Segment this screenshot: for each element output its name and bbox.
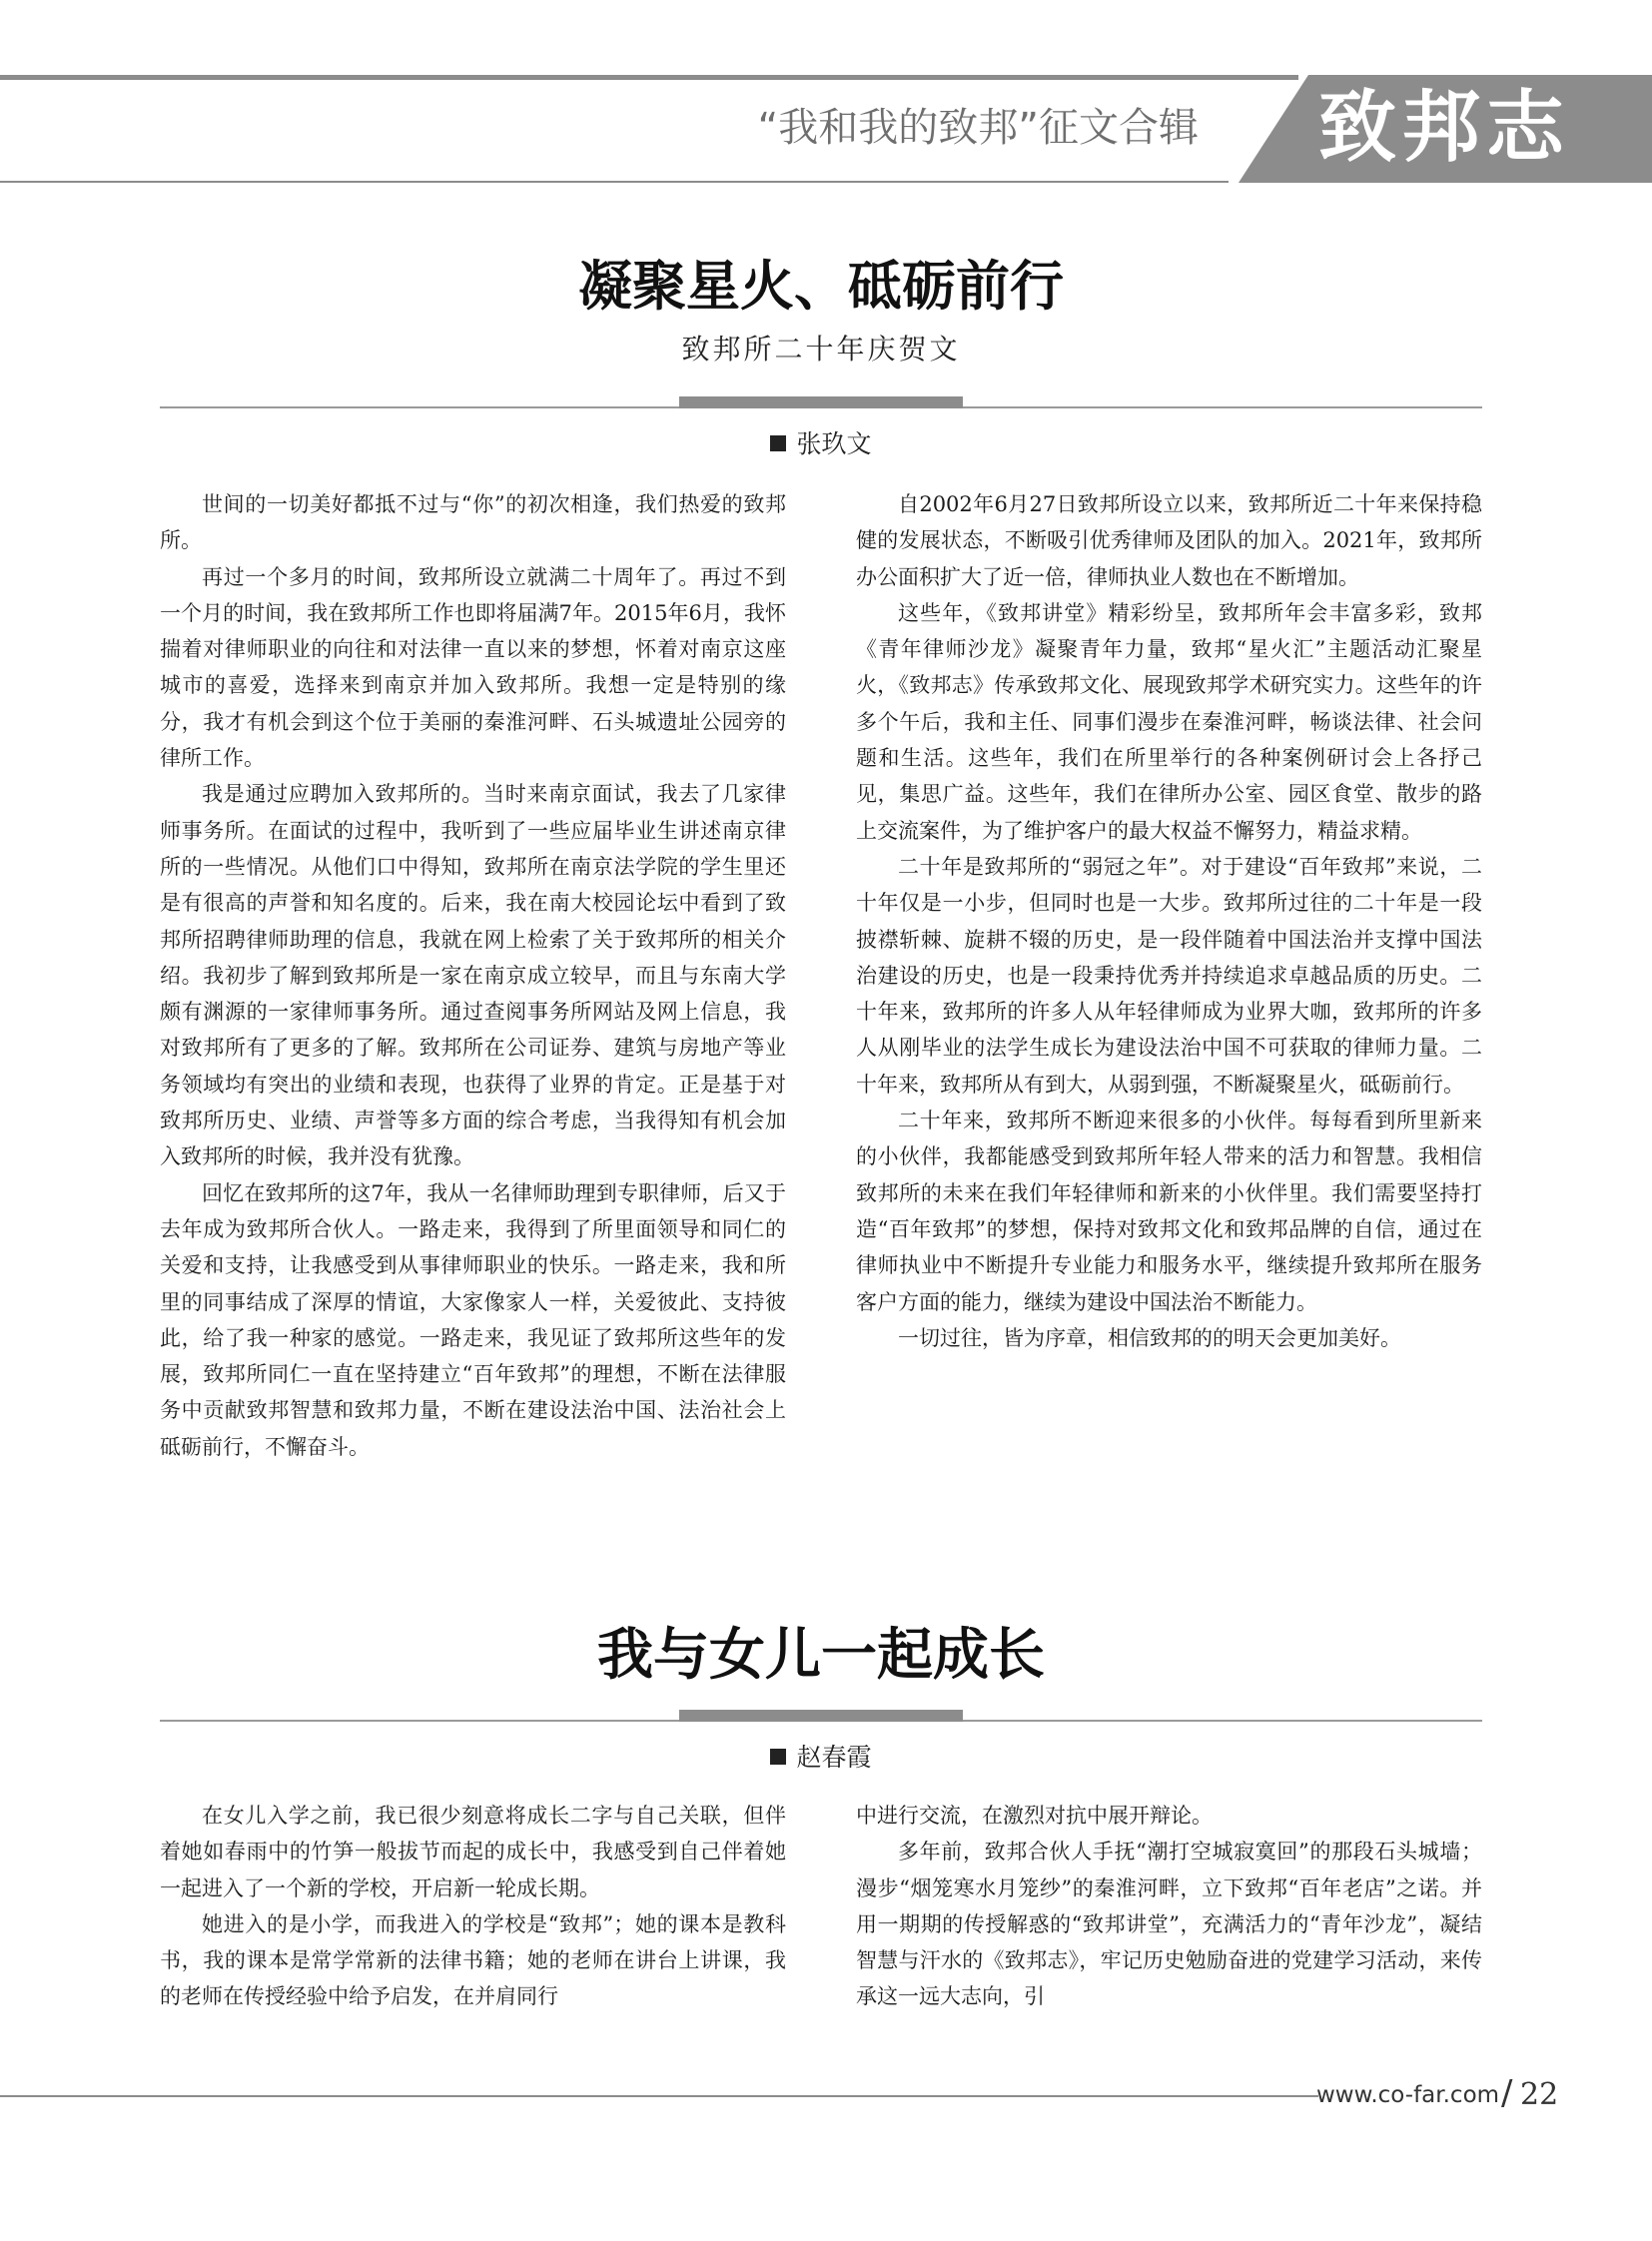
paragraph: 一切过往，皆为序章，相信致邦的的明天会更加美好。 <box>898 1325 1401 1350</box>
article-divider-accent <box>679 1710 963 1722</box>
paragraph: 世间的一切美好都抵不过与“你”的初次相逢，我们热爱的致邦所。 <box>160 492 786 553</box>
paragraph: 这些年，《致邦讲堂》精彩纷呈，致邦所年会丰富多彩，致邦《青年律师沙龙》凝聚青年力量，致邦“星火汇”主题活动汇聚星火，《致邦志》传承致邦文化、展现致邦学术研究实力。这些年的许多个午后，我和主任、同事们漫步在秦淮河畔，畅谈法律、社会问题和生活。这些年，我们在所里举行的各种案例研讨会上各抒己见，集思广益。这些年，我们在律所办公室、园区食堂、散步的路上交流案件，为了维护客户的最大权益不懈努力，精益求精。 <box>856 600 1482 843</box>
series-title: “我和我的致邦”征文合辑 <box>757 105 1199 151</box>
article-byline <box>160 1738 1482 1778</box>
author-name: 赵春霞 <box>796 1743 872 1772</box>
author-name: 张玖文 <box>796 429 872 458</box>
paragraph: 自2002年6月27日致邦所设立以来，致邦所近二十年来保持稳健的发展状态，不断吸引优秀律师及团队的加入。2021年，致邦所办公面积扩大了近一倍，律师执业人数也在不断增加。 <box>856 492 1482 589</box>
footer-url: www.co-far.com <box>1316 2082 1500 2108</box>
article-right-column <box>856 1798 1482 2015</box>
footer-rule <box>0 2095 1318 2097</box>
paragraph: 在女儿入学之前，我已很少刻意将成长二字与自己关联，但伴着她如春雨中的竹笋一般拔节而起的成长中，我感受到自己伴着她一起进入了一个新的学校，开启新一轮成长期。 <box>160 1804 786 1900</box>
byline-square-icon <box>770 1749 786 1765</box>
masthead-logo: 致邦志 <box>1318 82 1571 173</box>
article-divider-accent <box>679 396 963 408</box>
paragraph: 二十年是致邦所的“弱冠之年”。对于建设“百年致邦”来说，二十年仅是一小步，但同时也是一大步。致邦所过往的二十年是一段披襟斩棘、旋耕不辍的历史，是一段伴随着中国法治并支撑中国法治建设的历史，也是一段秉持优秀并持续追求卓越品质的历史。二十年来，致邦所的许多人从年轻律师成为业界大咖，致邦所的许多人从刚毕业的法学生成长为建设法治中国不可获取的律师力量。二十年来，致邦所从有到大，从弱到强，不断凝聚星火，砥砺前行。 <box>856 854 1482 1097</box>
paragraph: 她进入的是小学，而我进入的学校是“致邦”；她的课本是教科书，我的课本是常学常新的法律书籍；她的老师在讲台上讲课，我的老师在传授经验中给予启发，在并肩同行 <box>160 1911 786 2009</box>
article-title: 我与女儿一起成长 <box>597 1623 1045 1688</box>
header-top-rule <box>0 75 1298 80</box>
article-right-column <box>856 486 1482 1356</box>
paragraph: 回忆在致邦所的这7年，我从一名律师助理到专职律师，后又于去年成为致邦所合伙人。一路走来，我得到了所里面领导和同仁的关爱和支持，让我感受到从事律师职业的快乐。一路走来，我和所里的同事结成了深厚的情谊，大家像家人一样，关爱彼此、支持彼此，给了我一种家的感觉。一路走来，我见证了致邦所这些年的发展，致邦所同仁一直在坚持建立“百年致邦”的理想，不断在法律服务中贡献致邦智慧和致邦力量，不断在建设法治中国、法治社会上砥砺前行，不懈奋斗。 <box>160 1180 786 1459</box>
article-byline <box>160 424 1482 464</box>
paragraph: 多年前，致邦合伙人手抚“潮打空城寂寞回”的那段石头城墙；漫步“烟笼寒水月笼纱”的秦淮河畔，立下致邦“百年老店”之诺。并用一期期的传授解惑的“致邦讲堂”，充满活力的“青年沙龙”，凝结智慧与汗水的《致邦志》，牢记历史勉励奋进的党建学习活动，来传承这一远大志向，引 <box>856 1840 1482 2009</box>
paragraph: 中进行交流，在激烈对抗中展开辩论。 <box>856 1804 1213 1828</box>
article-left-column <box>160 486 786 1465</box>
page-number: 22 <box>1520 2077 1559 2112</box>
article-title: 凝聚星火、砥砺前行 <box>578 255 1064 318</box>
paragraph: 二十年来，致邦所不断迎来很多的小伙伴。每每看到所里新来的小伙伴，我都能感受到致邦所年轻人带来的活力和智慧。我相信致邦所的未来在我们年轻律师和新来的小伙伴里。我们需要坚持打造“百年致邦”的梦想，保持对致邦文化和致邦品牌的自信，通过在律师执业中不断提升专业能力和服务水平，继续提升致邦所在服务客户方面的能力，继续为建设中国法治不断能力。 <box>856 1109 1482 1314</box>
paragraph: 我是通过应聘加入致邦所的。当时来南京面试，我去了几家律师事务所。在面试的过程中，我听到了一些应届毕业生讲述南京律所的一些情况。从他们口中得知，致邦所在南京法学院的学生里还是有很高的声誉和知名度的。后来，我在南大校园论坛中看到了致邦所招聘律师助理的信息，我就在网上检索了关于致邦所的相关介绍。我初步了解到致邦所是一家在南京成立较早，而且与东南大学颇有渊源的一家律师事务所。通过查阅事务所网站及网上信息，我对致邦所有了更多的了解。致邦所在公司证券、建筑与房地产等业务领域均有突出的业绩和表现，也获得了业界的肯定。正是基于对致邦所历史、业绩、声誉等多方面的综合考虑，当我得知有机会加入致邦所的时候，我并没有犹豫。 <box>160 782 786 1169</box>
paragraph: 再过一个多月的时间，致邦所设立就满二十周年了。再过不到一个月的时间，我在致邦所工作也即将届满7年。2015年6月，我怀揣着对律师职业的向往和对法律一直以来的梦想，怀着对南京这座城市的喜爱，选择来到南京并加入致邦所。我想一定是特别的缘分，我才有机会到这个位于美丽的秦淮河畔、石头城遗址公园旁的律所工作。 <box>160 564 786 771</box>
article-left-column <box>160 1798 786 2015</box>
article-subtitle: 致邦所二十年庆贺文 <box>681 333 961 366</box>
header-bottom-rule <box>0 181 1229 183</box>
footer-slash-icon: / <box>1501 2073 1513 2113</box>
byline-square-icon <box>770 435 786 451</box>
